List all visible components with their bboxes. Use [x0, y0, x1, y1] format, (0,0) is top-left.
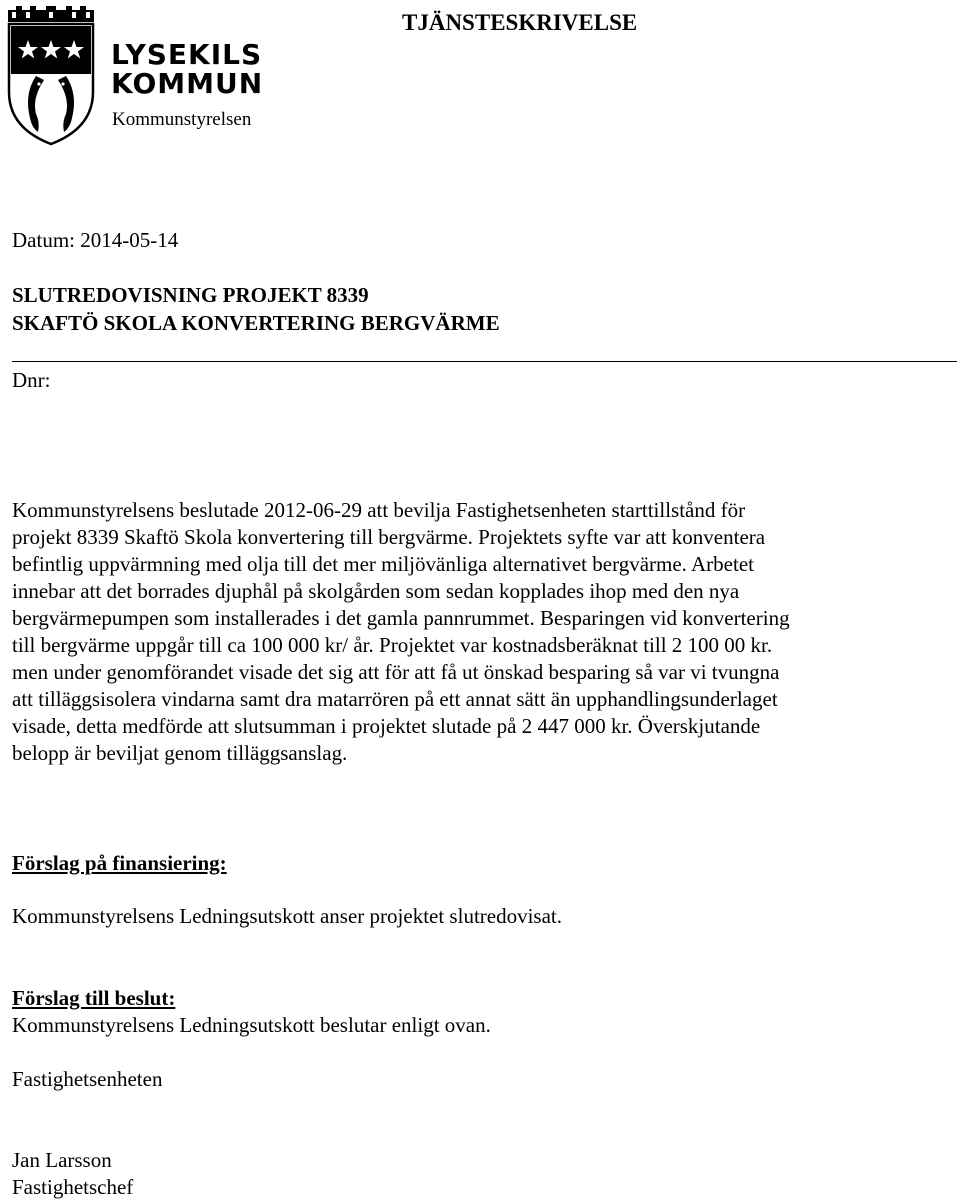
- signature-department: Fastighetsenheten: [12, 1067, 163, 1091]
- document-title-line1: SLUTREDOVISNING PROJEKT 8339: [12, 283, 369, 307]
- registration-number: Dnr:: [12, 368, 51, 392]
- body-line: belopp är beviljat genom tilläggsanslag.: [12, 741, 348, 765]
- body-line: projekt 8339 Skaftö Skola konvertering till bergvärme. Projektets syfte var att konventera: [12, 525, 766, 549]
- decision-text: Kommunstyrelsens Ledningsutskott beslutar enligt ovan.: [12, 1013, 491, 1037]
- body-line: bergvärmepumpen som installerades i det gamla pannrummet. Besparingen vid konvertering: [12, 606, 790, 630]
- municipality-crest-icon: [6, 6, 96, 146]
- document-date: Datum: 2014-05-14: [12, 228, 179, 252]
- financing-heading: Förslag på finansiering:: [12, 851, 227, 875]
- body-line: visade, detta medförde att slutsumman i projektet slutade på 2 447 000 kr. Överskjutande: [12, 714, 761, 738]
- logo-subtitle: Kommunstyrelsen: [112, 109, 252, 130]
- logo-name-line2: KOMMUN: [111, 67, 264, 100]
- horizontal-divider: [12, 361, 957, 362]
- document-title-line2: SKAFTÖ SKOLA KONVERTERING BERGVÄRME: [12, 311, 500, 335]
- body-line: Kommunstyrelsens beslutade 2012-06-29 att bevilja Fastighetsenheten starttillstånd för: [12, 498, 746, 522]
- body-line: till bergvärme uppgår till ca 100 000 kr/ år. Projektet var kostnadsberäknat till 2 100 00 kr.: [12, 633, 773, 657]
- body-line: att tilläggsisolera vindarna samt dra matarrören på ett annat sätt än upphandlingsunderlaget: [12, 687, 778, 711]
- signature-name: Jan Larsson: [12, 1148, 112, 1172]
- decision-heading: Förslag till beslut:: [12, 986, 176, 1010]
- body-line: men under genomförandet visade det sig att för att få ut önskad besparing så var vi tvungna: [12, 660, 780, 684]
- body-paragraph: [12, 497, 952, 767]
- logo-name-line1: LYSEKILS: [111, 38, 263, 71]
- signature-title: Fastighetschef: [12, 1175, 134, 1199]
- financing-text: Kommunstyrelsens Ledningsutskott anser projektet slutredovisat.: [12, 904, 562, 928]
- document-type: TJÄNSTESKRIVELSE: [402, 10, 638, 35]
- body-line: befintlig uppvärmning med olja till det mer miljövänliga alternativet bergvärme. Arbetet: [12, 552, 754, 576]
- body-line: innebar att det borrades djuphål på skolgården som sedan kopplades ihop med den nya: [12, 579, 740, 603]
